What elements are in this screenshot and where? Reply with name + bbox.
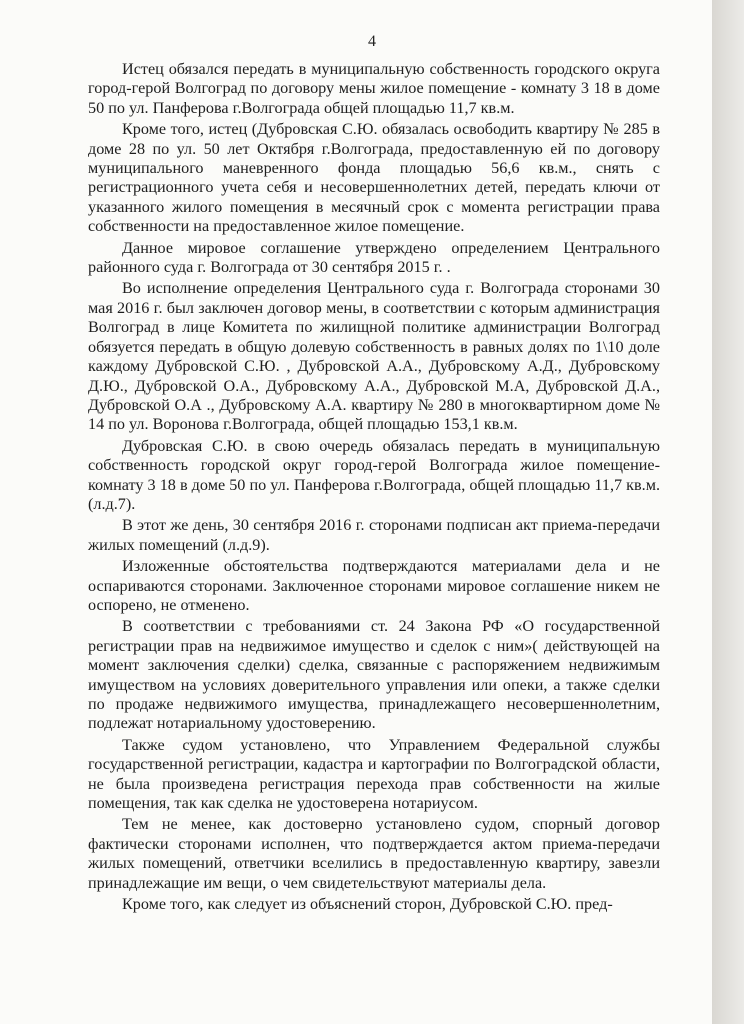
paragraph-1: Истец обязался передать в муниципальную собственность городского округа город-герой Волгоград по договору мены жилое помещение - комнату 3 18 в доме 50 по ул. Панферова г.Волгограда общей площадью 11,7 кв.м. — [88, 60, 660, 117]
paragraph-8: В соответствии с требованиями ст. 24 Закона РФ «О государственной регистрации прав на недвижимое имущество и сделок с ним»( действующей на момент заключения сделки) сделка, связанные с распоряжением недвижимым имуществом на условиях доверительного управления или опеки, а также сделки по продаже недвижимого имущества, принадлежащего несовершеннолетним, подлежат нотариальному удостоверению. — [88, 617, 660, 733]
paragraph-9: Также судом установлено, что Управлением Федеральной службы государственной регистрации, кадастра и картографии по Волгоградской области, не была произведена регистрация перехода прав собственности на жилые помещения, так как сделка не удостоверена нотариусом. — [88, 735, 660, 813]
paragraph-4: Во исполнение определения Центрального суда г. Волгограда сторонами 30 мая 2016 г. был заключен договор мены, в соответствии с которым администрация Волгоград в лице Комитета по жилищной политике администрации Волгоград обязуется передать в общую долевую собственность в равных долях по 1\10 доле каждому Дубровской С.Ю. , Дубровской А.А., Дубровскому А.Д., Дубровскому Д.Ю., Дубровской О.А., Дубровскому А.А., Дубровской М.А, Дубровской Д.А., Дубровской О.А ., Дубровскому А.А. квартиру № 280 в многоквартирном доме № 14 по ул. Воронова г.Волгограда, общей площадью 153,1 кв.м. — [88, 279, 660, 434]
page-edge-shadow — [712, 0, 744, 1024]
paragraph-5: Дубровская С.Ю. в свою очередь обязалась передать в муниципальную собственность городской округ город-герой Волгограда жилое помещение- комнату 3 18 в доме 50 по ул. Панферова г.Волгограда, общей площадью 11,7 кв.м. (л.д.7). — [88, 436, 660, 513]
document-body — [88, 60, 660, 916]
page-number: 4 — [368, 33, 376, 50]
paragraph-10: Тем не менее, как достоверно установлено судом, спорный договор фактически сторонами исполнен, что подтверждается актом приема-передачи жилых помещений, ответчики вселились в предоставленную квартиру, завезли принадлежащие им вещи, о чем свидетельствуют материалы дела. — [88, 815, 660, 892]
paragraph-3: Данное мировое соглашение утверждено определением Центрального районного суда г. Волгограда от 30 сентября 2015 г. . — [88, 238, 660, 277]
paragraph-6: В этот же день, 30 сентября 2016 г. сторонами подписан акт приема-передачи жилых помещений (л.д.9). — [88, 516, 660, 554]
paragraph-2: Кроме того, истец (Дубровская С.Ю. обязалась освободить квартиру № 285 в доме 28 по ул. 50 лет Октября г.Волгограда, предоставленную ей по договору муниципального маневренного фонда площадью 56,6 кв.м., снять с регистрационного учета себя и несовершеннолетних детей, передать ключи от указанного жилого помещения в месячный срок с момента регистрации права собственности на предоставленное жилое помещение. — [88, 120, 660, 236]
paragraph-11: Кроме того, как следует из объяснений сторон, Дубровской С.Ю. пред- — [122, 895, 613, 914]
paragraph-7: Изложенные обстоятельства подтверждаются материалами дела и не оспариваются сторонами. Заключенное сторонами мировое соглашение никем не оспорено, не отменено. — [88, 557, 660, 614]
